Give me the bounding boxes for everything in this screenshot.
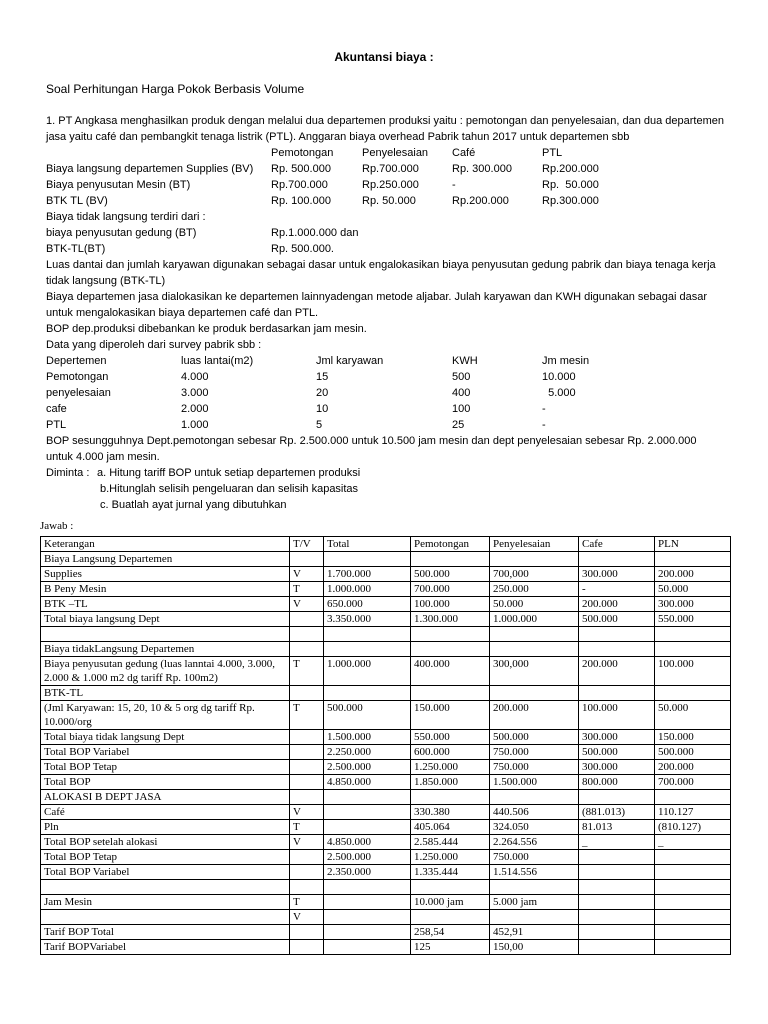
answer-cell: [324, 627, 411, 642]
answer-cell: 300.000: [579, 730, 655, 745]
answer-cell: [41, 627, 290, 642]
answer-cell: BTK-TL: [41, 686, 290, 701]
survey-cell: cafe: [46, 403, 67, 415]
answer-header-cell: PLN: [655, 537, 731, 552]
answer-cell: 258,54: [411, 925, 490, 940]
cost-value: Rp.250.000: [362, 179, 419, 191]
answer-cell: Tarif BOP Total: [41, 925, 290, 940]
task-item: c. Buatlah ayat jurnal yang dibutuhkan: [100, 499, 287, 511]
answer-cell: 50.000: [490, 597, 579, 612]
answer-cell: 100.000: [579, 701, 655, 730]
answer-cell: Café: [41, 805, 290, 820]
answer-row: [41, 940, 731, 955]
answer-cell: Biaya penyusutan gedung (luas lanntai 4.000, 3.000, 2.000 & 1.000 m2 dg tariff Rp. 100m2): [41, 657, 290, 686]
answer-row: [41, 775, 731, 790]
answer-cell: 1.700.000: [324, 567, 411, 582]
answer-cell: [324, 805, 411, 820]
answer-cell: [290, 612, 324, 627]
answer-cell: Total BOP: [41, 775, 290, 790]
answer-cell: 452,91: [490, 925, 579, 940]
answer-cell: [324, 552, 411, 567]
answer-row: [41, 642, 731, 657]
answer-cell: [579, 686, 655, 701]
answer-cell: [290, 865, 324, 880]
answer-cell: [324, 895, 411, 910]
answer-row: [41, 567, 731, 582]
answer-cell: 500.000: [324, 701, 411, 730]
answer-cell: [324, 820, 411, 835]
cost-header-ptl: PTL: [542, 147, 563, 159]
answer-cell: 200.000: [579, 597, 655, 612]
answer-cell: 1.000.000: [324, 657, 411, 686]
survey-cell: 500: [452, 371, 471, 383]
survey-header-cell: Depertemen: [46, 355, 107, 367]
answer-cell: 500.000: [490, 730, 579, 745]
answer-row: [41, 730, 731, 745]
answer-cell: 1.500.000: [324, 730, 411, 745]
document-subtitle: Soal Perhitungan Harga Pokok Berbasis Volume: [46, 82, 305, 96]
answer-cell: 440.506: [490, 805, 579, 820]
answer-cell: [655, 865, 731, 880]
answer-cell: 300.000: [579, 760, 655, 775]
answer-row: [41, 686, 731, 701]
answer-row: [41, 895, 731, 910]
answer-cell: 200.000: [490, 701, 579, 730]
answer-row: [41, 597, 731, 612]
indirect-row: [46, 225, 746, 241]
survey-cell: 400: [452, 387, 471, 399]
answer-cell: [41, 880, 290, 895]
answer-row: [41, 701, 731, 730]
answer-cell: V: [290, 805, 324, 820]
answer-cell: [290, 880, 324, 895]
answer-row: [41, 790, 731, 805]
answer-cell: [579, 552, 655, 567]
answer-cell: [579, 790, 655, 805]
answer-cell: 1.500.000: [490, 775, 579, 790]
answer-cell: BTK –TL: [41, 597, 290, 612]
survey-cell: 1.000: [181, 419, 209, 431]
answer-cell: [290, 627, 324, 642]
answer-cell: [490, 642, 579, 657]
survey-cell: 4.000: [181, 371, 209, 383]
cost-header-penyelesaian: Penyelesaian: [362, 147, 429, 159]
answer-cell: 1.335.444: [411, 865, 490, 880]
answer-cell: (810.127): [655, 820, 731, 835]
answer-cell: [655, 850, 731, 865]
answer-row: [41, 865, 731, 880]
answer-cell: 125: [411, 940, 490, 955]
survey-cell: 100: [452, 403, 471, 415]
survey-cell: 20: [316, 387, 329, 399]
cost-value: Rp.200.000: [452, 195, 509, 207]
answer-cell: 500.000: [579, 612, 655, 627]
cost-value: Rp.700.000: [362, 163, 419, 175]
answer-header-row: [41, 537, 731, 552]
survey-row: [46, 369, 746, 385]
answer-cell: [411, 642, 490, 657]
survey-cell: 15: [316, 371, 329, 383]
indirect-value: Rp. 500.000.: [271, 243, 334, 255]
indirect-row: [46, 241, 746, 257]
answer-row: [41, 552, 731, 567]
answer-cell: [411, 790, 490, 805]
actual-bop-paragraph: BOP sesungguhnya Dept.pemotongan sebesar Rp. 2.500.000 untuk 10.500 jam mesin dan dept penyelesaian sebesar Rp. 2.000.000 untuk 4.000 jam mesin.: [46, 435, 697, 463]
indirect-label: BTK-TL(BT): [46, 243, 106, 255]
cost-row: [46, 161, 746, 177]
answer-cell: [655, 880, 731, 895]
survey-header-cell: Jm mesin: [542, 355, 590, 367]
answer-cell: 1.000.000: [490, 612, 579, 627]
answer-cell: [290, 730, 324, 745]
survey-row: [46, 401, 746, 417]
answer-cell: 1.850.000: [411, 775, 490, 790]
answer-cell: 500.000: [411, 567, 490, 582]
answer-cell: [290, 760, 324, 775]
document-title: Akuntansi biaya :: [334, 50, 434, 64]
answer-cell: [490, 880, 579, 895]
answer-cell: 2.250.000: [324, 745, 411, 760]
answer-cell: T: [290, 657, 324, 686]
cost-value: Rp. 50.000: [362, 195, 416, 207]
survey-cell: -: [542, 403, 546, 415]
answer-cell: 3.350.000: [324, 612, 411, 627]
answer-cell: [579, 925, 655, 940]
answer-cell: Supplies: [41, 567, 290, 582]
answer-cell: 200.000: [655, 567, 731, 582]
indirect-value: Rp.1.000.000 dan: [271, 227, 359, 239]
intro-paragraph: 1. PT Angkasa menghasilkan produk dengan melalui dua departemen produksi yaitu : pemotongan dan penyelesaian, dan dua departemen jasa yaitu café dan pembangkit tenaga listrik (PTL). Anggaran biaya overhead Pabrik tahun 2017 untuk departemen sbb: [46, 115, 724, 143]
answer-cell: [324, 880, 411, 895]
answer-cell: 324.050: [490, 820, 579, 835]
answer-row: [41, 850, 731, 865]
cost-value: -: [452, 179, 456, 191]
answer-cell: [290, 850, 324, 865]
cost-row-label: BTK TL (BV): [46, 195, 108, 207]
answer-cell: 2.500.000: [324, 850, 411, 865]
answer-cell: [290, 925, 324, 940]
answer-cell: 1.514.556: [490, 865, 579, 880]
answer-cell: Total biaya langsung Dept: [41, 612, 290, 627]
answer-cell: [411, 910, 490, 925]
answer-cell: 10.000 jam: [411, 895, 490, 910]
survey-row: [46, 385, 746, 401]
cost-row: [46, 193, 746, 209]
answer-cell: [411, 552, 490, 567]
answer-cell: -: [579, 582, 655, 597]
answer-cell: 2.585.444: [411, 835, 490, 850]
answer-cell: [411, 627, 490, 642]
answer-row: [41, 880, 731, 895]
answer-cell: [655, 642, 731, 657]
answer-cell: 1.300.000: [411, 612, 490, 627]
answer-cell: [290, 940, 324, 955]
survey-header-cell: luas lantai(m2): [181, 355, 254, 367]
answer-cell: [490, 790, 579, 805]
answer-cell: V: [290, 597, 324, 612]
answer-cell: 200.000: [655, 760, 731, 775]
survey-cell: Pemotongan: [46, 371, 109, 383]
answer-cell: T: [290, 895, 324, 910]
answer-cell: [579, 627, 655, 642]
answer-cell: 300,000: [490, 657, 579, 686]
answer-header-cell: Total: [324, 537, 411, 552]
answer-cell: 330.380: [411, 805, 490, 820]
answer-cell: [324, 940, 411, 955]
answer-cell: 600.000: [411, 745, 490, 760]
allocation-basis-paragraph: Luas dantai dan jumlah karyawan digunakan sebagai dasar untuk engalokasikan biaya penyusutan gedung pabrik dan biaya tenaga kerja tidak langsung (BTK-TL): [46, 259, 716, 287]
answer-cell: [579, 865, 655, 880]
answer-cell: Total BOP Variabel: [41, 865, 290, 880]
answer-cell: _: [655, 835, 731, 850]
answer-cell: [579, 895, 655, 910]
answer-cell: [655, 940, 731, 955]
answer-cell: [490, 552, 579, 567]
answer-row: [41, 582, 731, 597]
answer-cell: [324, 910, 411, 925]
cost-header-pemotongan: Pemotongan: [271, 147, 334, 159]
cost-value: Rp. 50.000: [542, 179, 599, 191]
answer-cell: 700,000: [490, 567, 579, 582]
survey-cell: penyelesaian: [46, 387, 111, 399]
survey-cell: 5: [316, 419, 323, 431]
survey-cell: -: [542, 419, 546, 431]
answer-cell: Total BOP Variabel: [41, 745, 290, 760]
answer-header-cell: Cafe: [579, 537, 655, 552]
answer-cell: 50.000: [655, 701, 731, 730]
answer-cell: Biaya Langsung Departemen: [41, 552, 290, 567]
answer-row: [41, 805, 731, 820]
answer-cell: [290, 552, 324, 567]
survey-cell: 3.000: [181, 387, 209, 399]
answer-cell: 2.500.000: [324, 760, 411, 775]
answer-row: [41, 925, 731, 940]
answer-cell: V: [290, 835, 324, 850]
answer-cell: Biaya tidakLangsung Departemen: [41, 642, 290, 657]
answer-cell: [290, 642, 324, 657]
survey-cell: 10.000: [542, 371, 576, 383]
answer-cell: 750.000: [490, 850, 579, 865]
answer-cell: 100.000: [655, 657, 731, 686]
answer-cell: [579, 910, 655, 925]
answer-cell: 750.000: [490, 745, 579, 760]
answer-cell: [324, 686, 411, 701]
answer-cell: T: [290, 582, 324, 597]
answer-cell: [490, 627, 579, 642]
answer-cell: [579, 642, 655, 657]
cost-row: [46, 177, 746, 193]
answer-cell: ALOKASI B DEPT JASA: [41, 790, 290, 805]
answer-row: [41, 627, 731, 642]
answer-label: Jawab :: [40, 520, 74, 532]
answer-cell: [324, 925, 411, 940]
survey-cell: PTL: [46, 419, 67, 431]
answer-row: [41, 612, 731, 627]
answer-cell: 750.000: [490, 760, 579, 775]
survey-intro: Data yang diperoleh dari survey pabrik sbb :: [46, 339, 262, 351]
answer-cell: Total BOP Tetap: [41, 850, 290, 865]
answer-cell: V: [290, 910, 324, 925]
answer-cell: 300.000: [579, 567, 655, 582]
answer-row: [41, 820, 731, 835]
cost-value: Rp. 300.000: [452, 163, 512, 175]
answer-cell: [290, 790, 324, 805]
answer-row: [41, 910, 731, 925]
answer-cell: [290, 775, 324, 790]
answer-cell: 4.850.000: [324, 775, 411, 790]
answer-cell: 500.000: [579, 745, 655, 760]
answer-cell: [655, 686, 731, 701]
cost-value: Rp.200.000: [542, 163, 599, 175]
answer-cell: 250.000: [490, 582, 579, 597]
answer-cell: B Peny Mesin: [41, 582, 290, 597]
answer-cell: Jam Mesin: [41, 895, 290, 910]
answer-cell: 2.350.000: [324, 865, 411, 880]
answer-header-cell: Keterangan: [41, 537, 290, 552]
answer-cell: _: [579, 835, 655, 850]
survey-header: [46, 353, 746, 369]
answer-cell: Pln: [41, 820, 290, 835]
answer-row: [41, 760, 731, 775]
answer-cell: [290, 686, 324, 701]
task-item: a. Hitung tariff BOP untuk setiap departemen produksi: [97, 467, 361, 479]
answer-cell: [655, 552, 731, 567]
answer-cell: Total biaya tidak langsung Dept: [41, 730, 290, 745]
cost-row-label: Biaya penyusutan Mesin (BT): [46, 179, 191, 191]
answer-cell: 2.264.556: [490, 835, 579, 850]
answer-cell: 5.000 jam: [490, 895, 579, 910]
answer-cell: 300.000: [655, 597, 731, 612]
cost-value: Rp. 500.000: [271, 163, 331, 175]
answer-cell: (881.013): [579, 805, 655, 820]
answer-cell: [290, 745, 324, 760]
answer-cell: 405.064: [411, 820, 490, 835]
survey-header-cell: KWH: [452, 355, 478, 367]
survey-cell: 5.000: [542, 387, 576, 399]
task-item: b.Hitunglah selisih pengeluaran dan selisih kapasitas: [100, 483, 359, 495]
answer-cell: 81.013: [579, 820, 655, 835]
answer-cell: 1.250.000: [411, 760, 490, 775]
answer-cell: T: [290, 820, 324, 835]
cost-row-label: Biaya langsung departemen Supplies (BV): [46, 163, 254, 175]
answer-cell: Total BOP Tetap: [41, 760, 290, 775]
cost-header-cafe: Café: [452, 147, 476, 159]
cost-table-header: [46, 145, 746, 161]
answer-cell: 150.000: [655, 730, 731, 745]
diminta-label: Diminta :: [46, 467, 90, 479]
answer-header-cell: Pemotongan: [411, 537, 490, 552]
service-allocation-paragraph: Biaya departemen jasa dialokasikan ke departemen lainnyadengan metode aljabar. Julah karyawan dan KWH digunakan sebagai dasar untuk mengalokasikan biaya departemen café dan PTL.: [46, 291, 708, 319]
answer-row: [41, 657, 731, 686]
survey-cell: 10: [316, 403, 329, 415]
answer-header-cell: T/V: [290, 537, 324, 552]
answer-cell: 650.000: [324, 597, 411, 612]
answer-cell: 4.850.000: [324, 835, 411, 850]
indirect-heading: Biaya tidak langsung terdiri dari :: [46, 211, 206, 223]
answer-cell: [411, 880, 490, 895]
survey-row: [46, 417, 746, 433]
answer-cell: 400.000: [411, 657, 490, 686]
survey-cell: 25: [452, 419, 465, 431]
answer-cell: V: [290, 567, 324, 582]
answer-cell: [324, 790, 411, 805]
answer-cell: [655, 790, 731, 805]
answer-cell: 150.000: [411, 701, 490, 730]
answer-cell: [411, 686, 490, 701]
answer-table: [40, 536, 731, 955]
answer-cell: [579, 880, 655, 895]
answer-cell: [655, 925, 731, 940]
answer-cell: 550.000: [655, 612, 731, 627]
indirect-label: biaya penyusutan gedung (BT): [46, 227, 197, 239]
answer-cell: [655, 895, 731, 910]
answer-cell: 1.000.000: [324, 582, 411, 597]
cost-value: Rp.300.000: [542, 195, 599, 207]
survey-header-cell: Jml karyawan: [316, 355, 384, 367]
bop-charging-paragraph: BOP dep.produksi dibebankan ke produk berdasarkan jam mesin.: [46, 323, 367, 335]
answer-cell: (Jml Karyawan: 15, 20, 10 & 5 org dg tariff Rp. 10.000/org: [41, 701, 290, 730]
answer-cell: 550.000: [411, 730, 490, 745]
answer-cell: 700.000: [411, 582, 490, 597]
answer-cell: 1.250.000: [411, 850, 490, 865]
answer-cell: Tarif BOPVariabel: [41, 940, 290, 955]
answer-cell: [579, 850, 655, 865]
answer-cell: 110.127: [655, 805, 731, 820]
answer-row: [41, 835, 731, 850]
answer-cell: T: [290, 701, 324, 730]
cost-value: Rp. 100.000: [271, 195, 331, 207]
answer-cell: [41, 910, 290, 925]
answer-cell: [324, 642, 411, 657]
answer-header-cell: Penyelesaian: [490, 537, 579, 552]
answer-cell: Total BOP setelah alokasi: [41, 835, 290, 850]
cost-value: Rp.700.000: [271, 179, 328, 191]
answer-cell: [655, 627, 731, 642]
answer-cell: [655, 910, 731, 925]
answer-cell: 700.000: [655, 775, 731, 790]
answer-cell: [490, 910, 579, 925]
answer-row: [41, 745, 731, 760]
answer-cell: 150,00: [490, 940, 579, 955]
answer-cell: 800.000: [579, 775, 655, 790]
answer-cell: 100.000: [411, 597, 490, 612]
answer-cell: [490, 686, 579, 701]
answer-cell: 50.000: [655, 582, 731, 597]
answer-cell: 500.000: [655, 745, 731, 760]
survey-cell: 2.000: [181, 403, 209, 415]
answer-cell: 200.000: [579, 657, 655, 686]
answer-cell: [579, 940, 655, 955]
